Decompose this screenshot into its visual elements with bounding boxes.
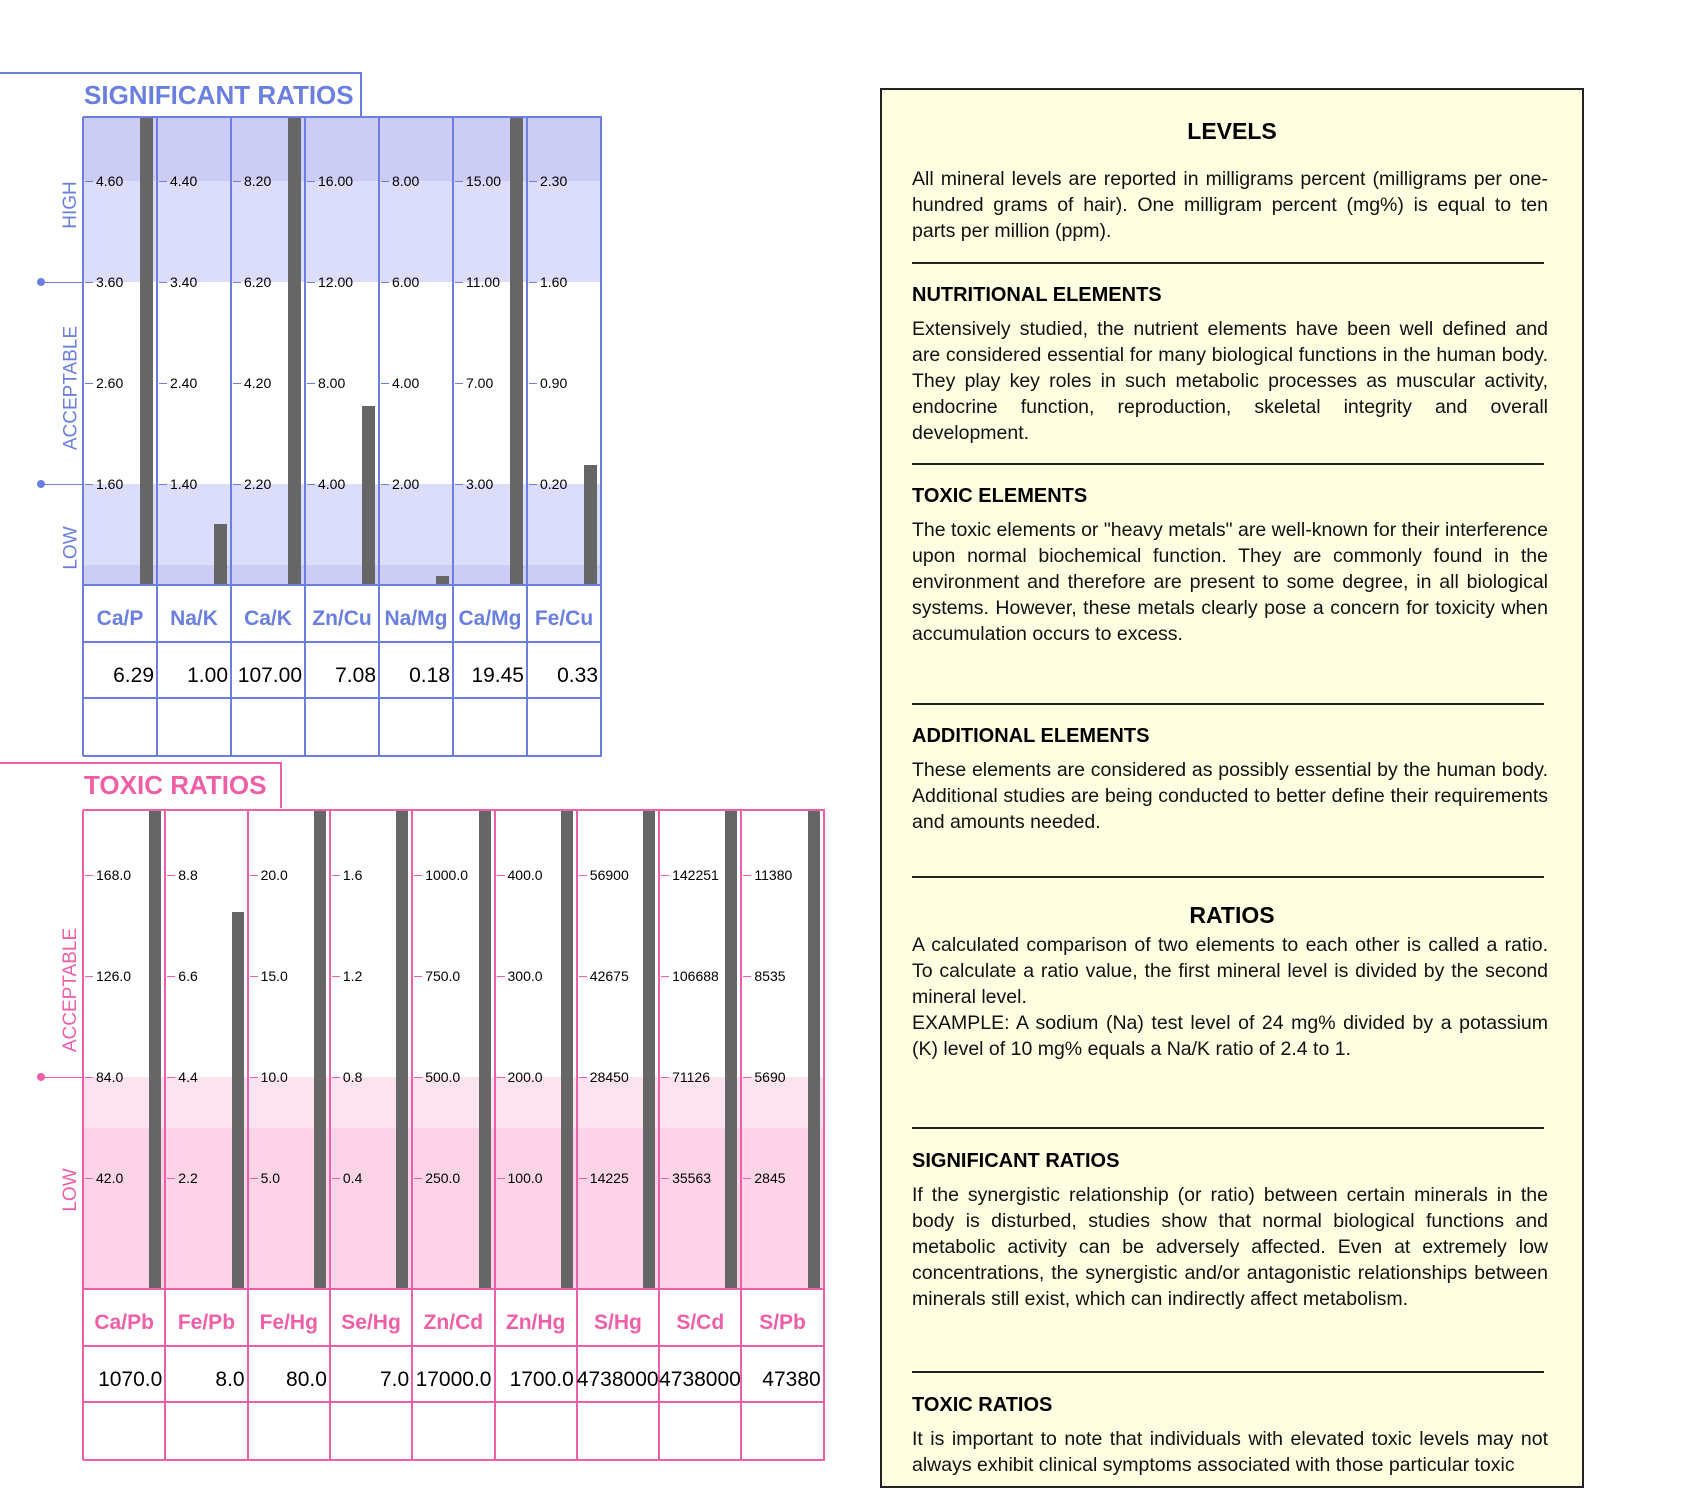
bar-fe-cu [584, 465, 597, 585]
band-label-acceptable: ACCEPTABLE [60, 927, 81, 1053]
tick-mark [381, 383, 389, 384]
tick-mark [167, 1077, 175, 1078]
toxic-ratios-heading: TOXIC RATIOS [912, 1394, 1053, 1416]
tick-label: 84.0 [96, 1069, 124, 1085]
tick-mark [414, 976, 422, 977]
tick-mark [579, 875, 587, 876]
tick-mark [579, 976, 587, 977]
category-label: S/Cd [676, 1311, 725, 1334]
levels-text: All mineral levels are reported in milligrams percent (milligrams per one-hundred grams of hair). One milligram percent (mg%) is equal to ten parts per million (ppm). [912, 168, 1548, 242]
tick-mark [743, 1178, 751, 1179]
tick-label: 5.0 [260, 1170, 281, 1186]
category-label: Fe/Cu [534, 607, 594, 630]
tick-label: 28450 [589, 1069, 629, 1085]
tick-mark [381, 484, 389, 485]
value-label: 7.0 [379, 1368, 410, 1391]
band-label-low: LOW [60, 1168, 81, 1212]
category-label: Na/K [170, 607, 218, 630]
tick-mark [159, 484, 167, 485]
tick-mark [159, 282, 167, 283]
tick-label: 142251 [672, 867, 719, 883]
tick-label: 56900 [589, 867, 629, 883]
column-divider [156, 117, 158, 756]
category-label: S/Hg [594, 1311, 642, 1334]
tick-label: 4.40 [170, 173, 198, 189]
tick-mark [414, 1178, 422, 1179]
tick-label: 4.60 [96, 173, 124, 189]
value-label: 8.0 [215, 1368, 245, 1391]
row-divider [83, 1345, 825, 1347]
tick-label: 12.00 [318, 274, 354, 290]
bar-zn-cd [479, 810, 491, 1289]
tick-label: 8535 [754, 968, 786, 984]
tick-mark [85, 181, 93, 182]
column-divider [164, 810, 166, 1460]
value-label: 0.18 [409, 664, 450, 687]
divider [912, 1371, 1544, 1373]
tick-mark [85, 484, 93, 485]
column-divider [600, 117, 602, 756]
tick-label: 16.00 [318, 173, 354, 189]
value-label: 1.00 [187, 664, 228, 687]
tick-mark [743, 976, 751, 977]
tick-label: 0.8 [342, 1069, 363, 1085]
divider [912, 262, 1544, 264]
tick-label: 42675 [589, 968, 629, 984]
bar-s-cd [725, 810, 737, 1289]
category-label: S/Pb [759, 1311, 806, 1334]
tick-mark [85, 875, 93, 876]
tick-label: 106688 [672, 968, 719, 984]
value-label: 1700.0 [509, 1368, 574, 1391]
tick-mark [529, 383, 537, 384]
tick-label: 6.00 [392, 274, 420, 290]
tick-label: 4.20 [244, 375, 272, 391]
column-divider [452, 117, 454, 756]
toxic-elements-heading: TOXIC ELEMENTS [912, 485, 1088, 507]
tick-label: 1000.0 [425, 867, 469, 883]
value-label: 107.00 [237, 664, 302, 687]
value-label: 6.29 [113, 664, 154, 687]
tick-label: 2.00 [392, 476, 420, 492]
tick-mark [579, 1178, 587, 1179]
tick-mark [233, 181, 241, 182]
tick-mark [85, 383, 93, 384]
tick-label: 0.20 [540, 476, 568, 492]
column-divider [576, 810, 578, 1460]
high-band-top [83, 117, 601, 181]
column-divider [378, 117, 380, 756]
tick-label: 4.00 [392, 375, 420, 391]
tick-mark [233, 383, 241, 384]
category-label: Se/Hg [341, 1311, 401, 1334]
tick-mark [743, 875, 751, 876]
divider [912, 876, 1544, 878]
tick-label: 250.0 [425, 1170, 461, 1186]
column-divider [304, 117, 306, 756]
toxic-elements-text: The toxic elements or "heavy metals" are well-known for their interference upon normal biochemical function. They are commonly found in the environment and therefore are present to some degree, in all biological systems. However, these metals clearly pose a concern for toxicity when accumulation occurs to excess. [912, 519, 1548, 645]
tick-label: 42.0 [96, 1170, 124, 1186]
tick-label: 4.4 [178, 1069, 198, 1085]
tick-label: 7.00 [466, 375, 494, 391]
tick-label: 1.60 [96, 476, 124, 492]
tick-mark [85, 282, 93, 283]
tick-mark [167, 875, 175, 876]
tick-label: 3.60 [96, 274, 124, 290]
column-divider [247, 810, 249, 1460]
column-divider [740, 810, 742, 1460]
tick-label: 11.00 [466, 274, 500, 290]
low-band [83, 1128, 824, 1289]
bar-ca-mg [510, 117, 523, 585]
tick-mark [455, 282, 463, 283]
toxic-ratios-text: It is important to note that individuals with elevated toxic levels may not always exhibit clinical symptoms associated with those particular toxic [912, 1428, 1548, 1476]
tick-label: 500.0 [425, 1069, 461, 1085]
tick-mark [332, 1178, 340, 1179]
tick-label: 1.60 [540, 274, 568, 290]
tick-mark [85, 976, 93, 977]
column-divider [329, 810, 331, 1460]
value-label: 80.0 [286, 1368, 327, 1391]
tick-label: 126.0 [96, 968, 132, 984]
category-label: Ca/Mg [458, 607, 522, 630]
category-label: Ca/K [244, 607, 292, 630]
tick-mark [332, 1077, 340, 1078]
value-label: 19.45 [471, 664, 524, 687]
column-divider [411, 810, 413, 1460]
tick-mark [414, 1077, 422, 1078]
column-divider [823, 810, 825, 1460]
tick-label: 400.0 [507, 867, 543, 883]
tick-mark [661, 1178, 669, 1179]
nutritional-heading: NUTRITIONAL ELEMENTS [912, 284, 1162, 306]
column-divider [494, 810, 496, 1460]
tick-mark [307, 282, 315, 283]
bar-zn-hg [561, 810, 573, 1289]
row-divider [83, 1401, 825, 1403]
nutritional-text: Extensively studied, the nutrient elements have been well defined and are considered essential for many biological functions in the human body. They play key roles in such metabolic processes as muscular activity, endocrine function, reproduction, skeletal integrity and overall development. [912, 318, 1548, 444]
column-divider [230, 117, 232, 756]
tick-label: 2845 [754, 1170, 786, 1186]
low-band-bottom [83, 565, 601, 585]
bar-ca-pb [149, 810, 161, 1289]
tick-mark [414, 875, 422, 876]
category-label: Zn/Cd [423, 1311, 484, 1334]
tick-label: 200.0 [507, 1069, 543, 1085]
toxic-ratios-title: TOXIC RATIOS [84, 770, 267, 800]
tick-mark [661, 875, 669, 876]
category-label: Na/Mg [384, 607, 448, 630]
tick-label: 8.20 [244, 173, 272, 189]
tick-label: 8.00 [392, 173, 420, 189]
tick-label: 5690 [754, 1069, 786, 1085]
category-label: Zn/Cu [312, 607, 372, 630]
category-label: Ca/Pb [94, 1311, 154, 1334]
category-label: Ca/P [96, 607, 144, 630]
tick-label: 2.60 [96, 375, 124, 391]
tick-label: 2.40 [170, 375, 198, 391]
ratios-heading: RATIOS [1189, 902, 1275, 928]
divider [912, 703, 1544, 705]
tick-label: 14225 [589, 1170, 629, 1186]
row-divider [83, 1288, 825, 1290]
row-divider [83, 697, 602, 699]
ratios-example-text: EXAMPLE: A sodium (Na) test level of 24 mg% divided by a potassium (K) level of 10 mg% equals a Na/K ratio of 2.4 to 1. [912, 1012, 1548, 1060]
value-label: 17000.0 [415, 1368, 492, 1391]
tick-label: 6.6 [178, 968, 198, 984]
tick-label: 3.40 [170, 274, 198, 290]
row-divider [83, 641, 602, 643]
tick-mark [332, 875, 340, 876]
tick-mark [497, 1077, 505, 1078]
tick-mark [661, 976, 669, 977]
bar-zn-cu [362, 406, 375, 585]
tick-mark [85, 1077, 93, 1078]
divider [912, 463, 1544, 465]
tick-label: 2.30 [540, 173, 568, 189]
tick-mark [332, 976, 340, 977]
tick-mark [233, 484, 241, 485]
column-divider [526, 117, 528, 756]
significant-ratios-text: If the synergistic relationship (or ratio) between certain minerals in the body is disturbed, studies show that normal biological functions and metabolic activity can be adversely affected. Even at extremely low concentrations, the synergistic and/or antagonistic relationships between minerals still exist, which can indirectly affect metabolism. [912, 1184, 1548, 1310]
tick-label: 168.0 [96, 867, 132, 883]
tick-label: 1.2 [342, 968, 363, 984]
tick-label: 100.0 [507, 1170, 543, 1186]
category-label: Fe/Hg [259, 1311, 318, 1334]
tick-mark [307, 181, 315, 182]
tick-mark [167, 976, 175, 977]
tick-mark [381, 181, 389, 182]
tick-label: 8.00 [318, 375, 346, 391]
tick-label: 71126 [672, 1069, 710, 1085]
significant-ratios-heading: SIGNIFICANT RATIOS [912, 1150, 1120, 1172]
bar-se-hg [396, 810, 408, 1289]
tick-mark [250, 1178, 258, 1179]
tick-mark [250, 976, 258, 977]
tick-mark [250, 1077, 258, 1078]
tick-label: 3.00 [466, 476, 494, 492]
value-label: 4738000 [659, 1368, 741, 1391]
tick-label: 4.00 [318, 476, 346, 492]
tick-label: 15.00 [466, 173, 502, 189]
bar-na-k [214, 524, 227, 585]
row-divider [83, 1459, 825, 1461]
tick-mark [455, 484, 463, 485]
bar-ca-p [140, 117, 153, 585]
tick-label: 15.0 [260, 968, 288, 984]
bar-ca-k [288, 117, 301, 585]
bar-s-pb [808, 810, 820, 1289]
tick-mark [167, 1178, 175, 1179]
band-label-high: HIGH [60, 181, 81, 229]
info-panel [880, 88, 1584, 1488]
additional-elements-text: These elements are considered as possibly essential by the human body. Additional studies are being conducted to better define their requirements and amounts needed. [912, 759, 1548, 833]
value-label: 47380 [762, 1368, 821, 1391]
tick-mark [455, 181, 463, 182]
bar-s-hg [643, 810, 655, 1289]
value-label: 1070.0 [98, 1368, 163, 1391]
tick-label: 2.20 [244, 476, 272, 492]
levels-heading: LEVELS [1187, 118, 1277, 144]
tick-mark [307, 484, 315, 485]
tick-mark [85, 1178, 93, 1179]
value-label: 4738000 [576, 1368, 659, 1391]
tick-label: 6.20 [244, 274, 272, 290]
category-label: Fe/Pb [177, 1311, 236, 1334]
band-label-low: LOW [60, 525, 81, 570]
category-label: Zn/Hg [505, 1311, 566, 1334]
tick-label: 0.90 [540, 375, 568, 391]
band-label-acceptable: ACCEPTABLE [60, 325, 81, 450]
band-marker-line [41, 1077, 83, 1078]
band-marker-line [41, 484, 83, 485]
significant-ratios-title: SIGNIFICANT RATIOS [84, 80, 354, 110]
tick-mark [159, 181, 167, 182]
tick-label: 750.0 [425, 968, 461, 984]
ratios-text: A calculated comparison of two elements to each other is called a ratio. To calculate a ratio value, the first mineral level is divided by the second mineral level. [912, 934, 1548, 1008]
tick-mark [529, 484, 537, 485]
bar-fe-pb [232, 912, 244, 1289]
row-divider [83, 755, 602, 757]
tick-mark [529, 181, 537, 182]
tick-mark [381, 282, 389, 283]
divider [912, 1127, 1544, 1129]
tick-mark [455, 383, 463, 384]
tick-label: 35563 [672, 1170, 712, 1186]
tick-mark [497, 1178, 505, 1179]
tick-mark [307, 383, 315, 384]
row-divider [83, 584, 602, 586]
tick-mark [579, 1077, 587, 1078]
tick-mark [233, 282, 241, 283]
column-divider [658, 810, 660, 1460]
tick-label: 11380 [754, 867, 793, 883]
tick-label: 0.4 [342, 1170, 363, 1186]
value-label: 0.33 [557, 664, 598, 687]
bar-fe-hg [314, 810, 326, 1289]
additional-elements-heading: ADDITIONAL ELEMENTS [912, 725, 1150, 747]
tick-label: 2.2 [178, 1170, 198, 1186]
tick-mark [159, 383, 167, 384]
tick-label: 10.0 [260, 1069, 288, 1085]
row-divider [83, 809, 825, 811]
value-label: 7.08 [335, 664, 376, 687]
column-divider [82, 810, 84, 1460]
tick-label: 8.8 [178, 867, 198, 883]
tick-mark [497, 976, 505, 977]
tick-label: 300.0 [507, 968, 543, 984]
tick-label: 1.6 [342, 867, 363, 883]
tick-mark [743, 1077, 751, 1078]
tick-mark [250, 875, 258, 876]
row-divider [83, 116, 602, 118]
tick-mark [529, 282, 537, 283]
tick-label: 1.40 [170, 476, 198, 492]
tick-mark [661, 1077, 669, 1078]
tick-mark [497, 875, 505, 876]
tick-label: 20.0 [260, 867, 288, 883]
band-marker-line [41, 282, 83, 283]
